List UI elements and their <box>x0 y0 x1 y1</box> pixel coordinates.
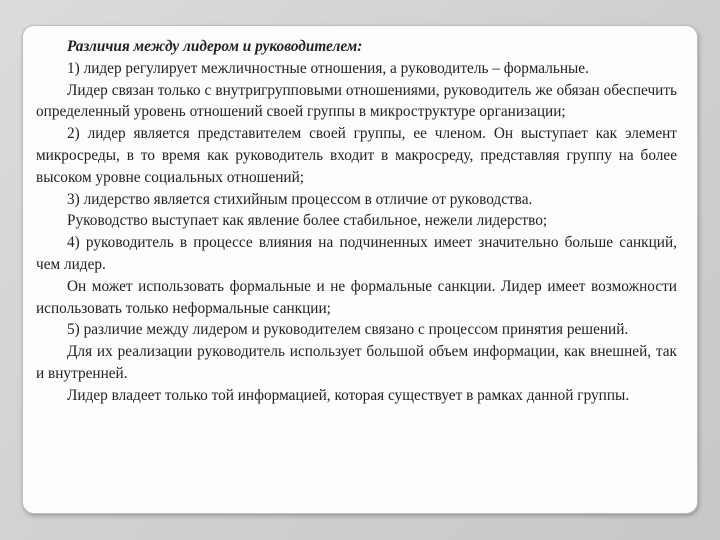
paragraph: Для их реализации руководитель использует большой объем информации, как внешней, так и внутренней. <box>36 343 677 382</box>
paragraph: 2) лидер является представителем своей группы, ее членом. Он выступает как элемент микросреды, в то время как руководитель входит в макросреду, представляя группу на более высоком уровне социальных отношений; <box>36 125 677 186</box>
paragraph: 1) лидер регулирует межличностные отношения, а руководитель – формальные. <box>67 59 589 77</box>
document-body <box>36 36 677 407</box>
paragraph: 5) различие между лидером и руководителем связано с процессом принятия решений. <box>67 321 629 339</box>
paragraph: 4) руководитель в процессе влияния на подчиненных имеет значительно больше санкций, чем лидер. <box>36 234 677 273</box>
paragraph: 3) лидерство является стихийным процессом в отличие от руководства. <box>67 190 533 208</box>
document-title: Различия между лидером и руководителем: <box>67 38 363 55</box>
paragraph: Он может использовать формальные и не формальные санкции. Лидер имеет возможности использовать только неформальные санкции; <box>36 277 677 317</box>
paragraph: Лидер владеет только той информацией, которая существует в рамках данной группы. <box>67 386 630 404</box>
paragraph: Лидер связан только с внутригрупповыми отношениями, руководитель же обязан обеспечить определенный уровень отношений своей группы в микроструктуре организации; <box>36 81 677 121</box>
paragraph: Руководство выступает как явление более стабильное, нежели лидерство; <box>67 212 548 230</box>
